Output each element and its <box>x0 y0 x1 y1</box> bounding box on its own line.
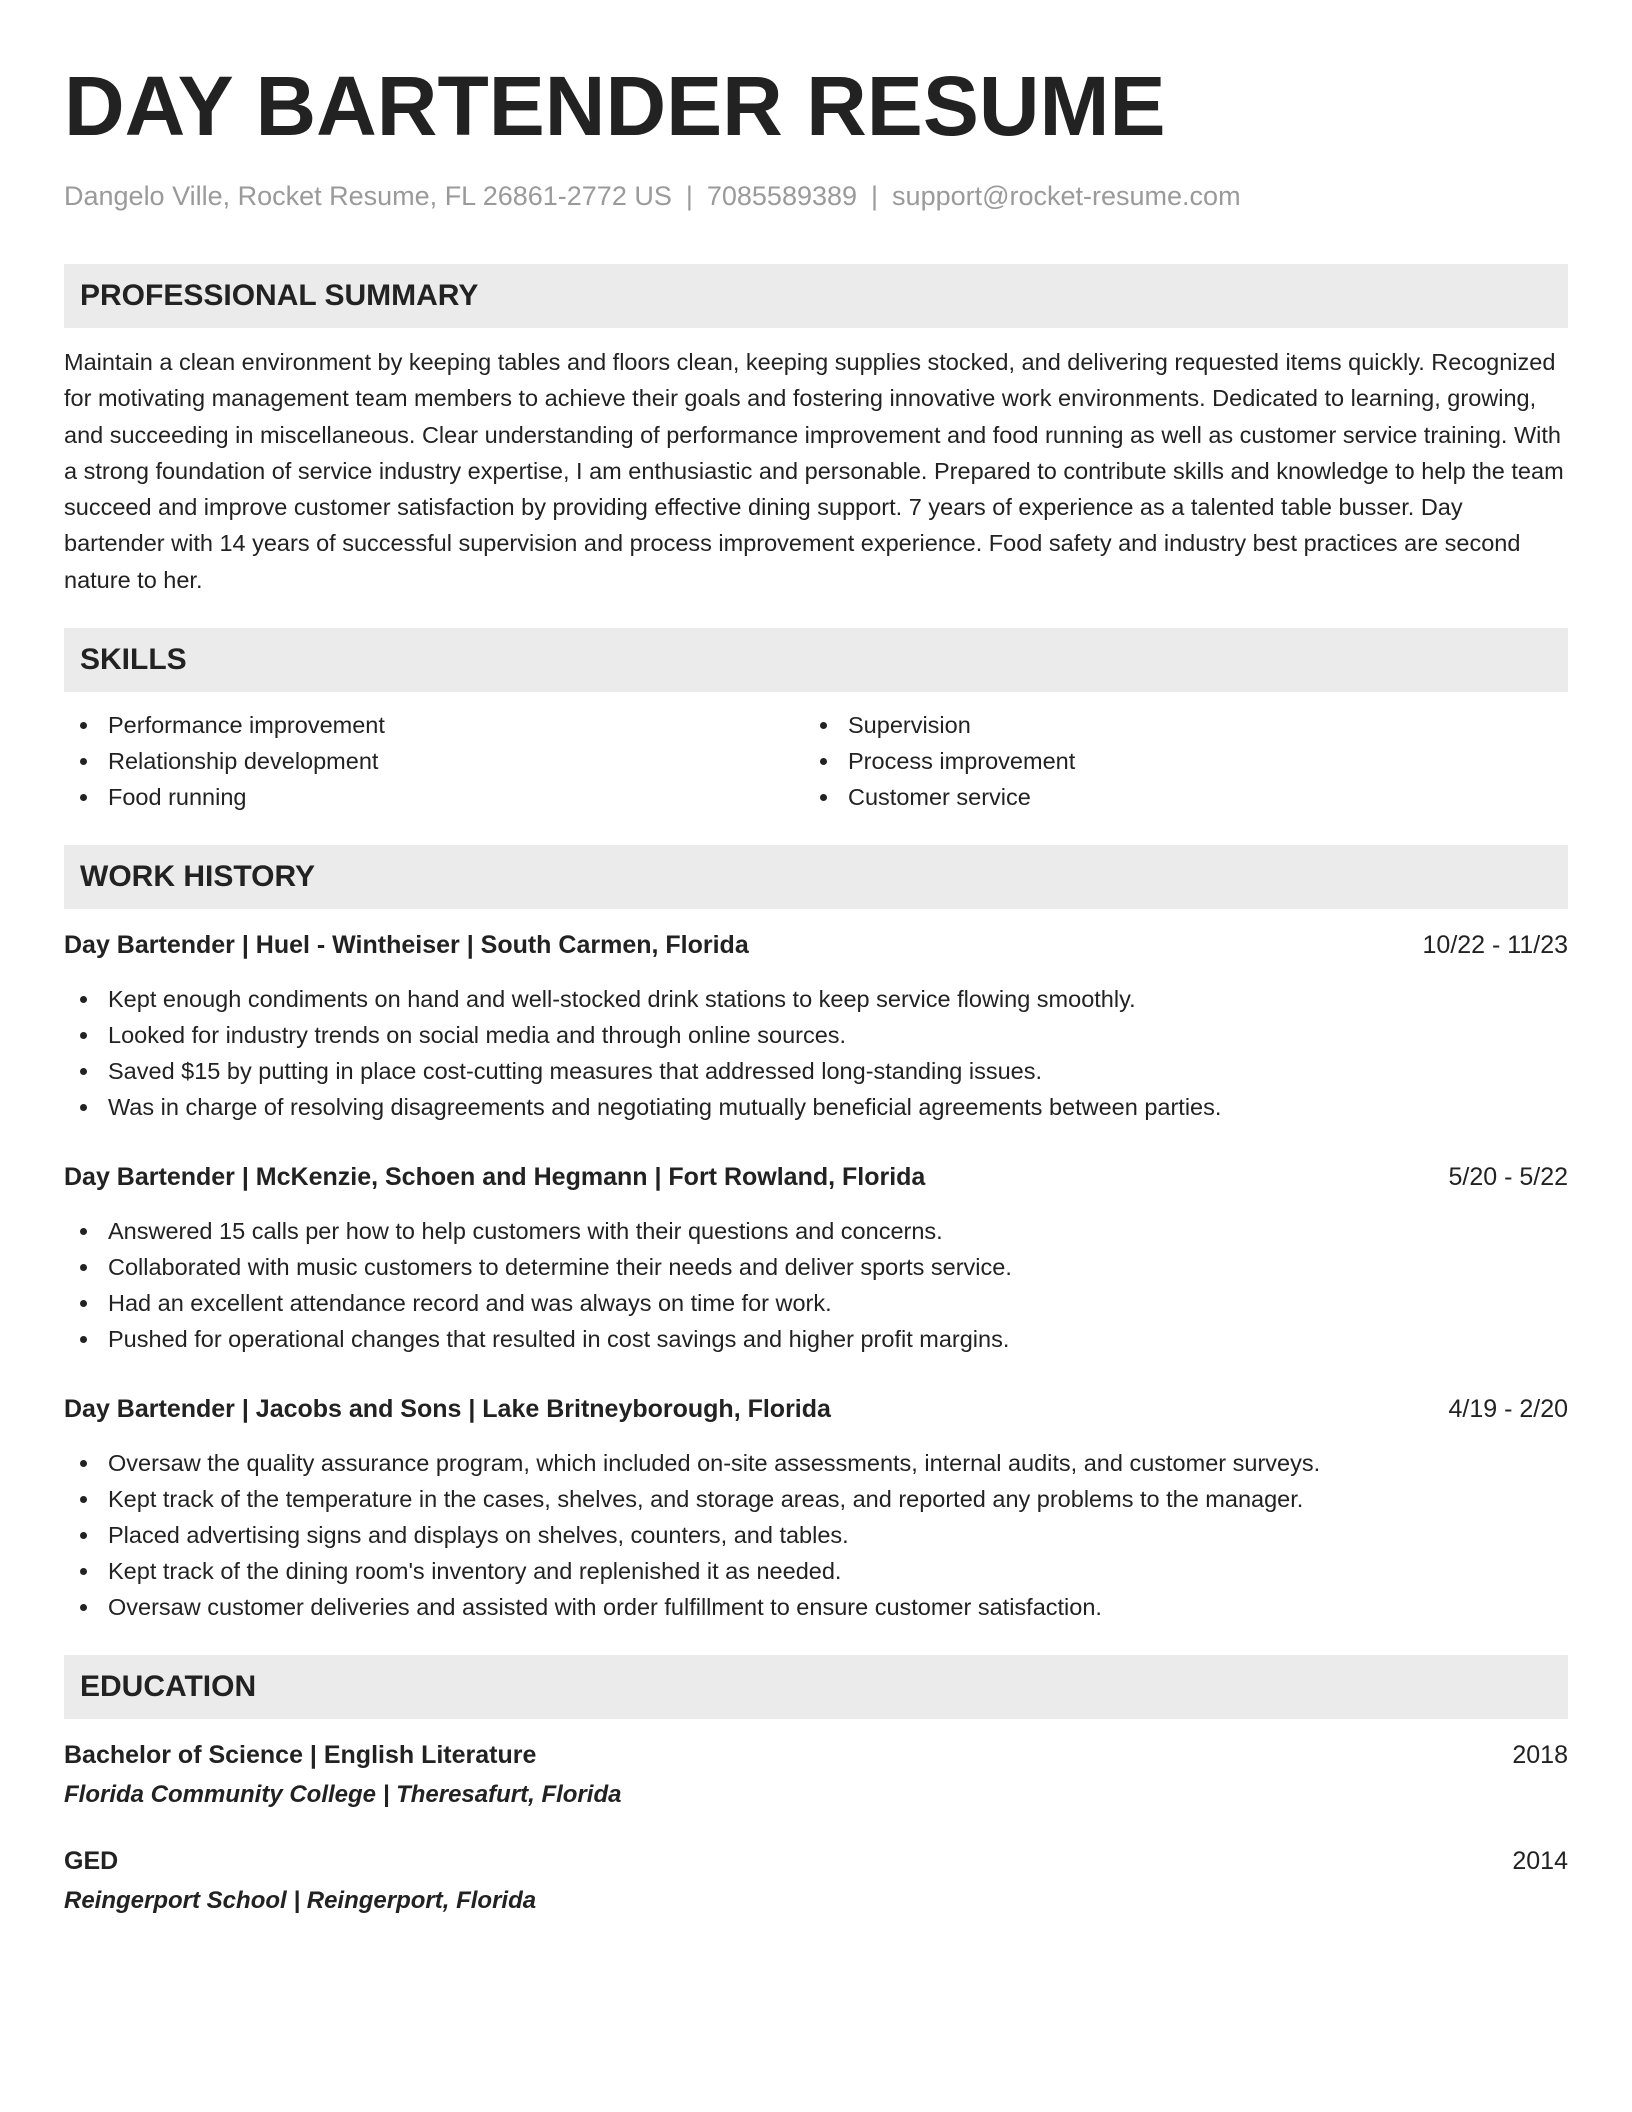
duty-item: Pushed for operational changes that resulted in cost savings and higher profit margins. <box>64 1321 1568 1357</box>
education-degree: GED <box>64 1847 119 1876</box>
duty-item: Kept enough condiments on hand and well-stocked drink stations to keep service flowing smoothly. <box>64 981 1568 1017</box>
contact-phone: 7085589389 <box>706 181 858 211</box>
job-duties <box>64 981 1568 1125</box>
skills-column-left <box>64 707 804 815</box>
duty-item: Collaborated with music customers to determine their needs and deliver sports service. <box>64 1249 1568 1285</box>
job-dates: 4/19 - 2/20 <box>1448 1395 1568 1424</box>
job-header <box>64 927 1568 963</box>
education-header <box>64 1843 1568 1879</box>
job-header <box>64 1391 1568 1427</box>
job-dates: 5/20 - 5/22 <box>1448 1163 1568 1192</box>
job-title: Day Bartender | Huel - Wintheiser | South Carmen, Florida <box>64 931 749 960</box>
skills-list <box>64 707 1568 815</box>
education-entry <box>64 1737 1568 1813</box>
skills-column-right <box>804 707 1544 815</box>
contact-separator: | <box>685 181 693 211</box>
skill-item: Customer service <box>804 779 1544 815</box>
skill-item: Food running <box>64 779 804 815</box>
duty-item: Placed advertising signs and displays on shelves, counters, and tables. <box>64 1517 1568 1553</box>
skill-item: Supervision <box>804 707 1544 743</box>
duty-item: Had an excellent attendance record and was always on time for work. <box>64 1285 1568 1321</box>
education-school: Reingerport School | Reingerport, Florida <box>64 1887 537 1915</box>
contact-line <box>64 178 1568 214</box>
duty-item: Oversaw customer deliveries and assisted with order fulfillment to ensure customer satisfaction. <box>64 1589 1568 1625</box>
duty-item: Saved $15 by putting in place cost-cutting measures that addressed long-standing issues. <box>64 1053 1568 1089</box>
education-school: Florida Community College | Theresafurt, Florida <box>64 1781 622 1809</box>
skill-item: Relationship development <box>64 743 804 779</box>
duty-item: Oversaw the quality assurance program, which included on-site assessments, internal audits, and customer surveys. <box>64 1445 1568 1481</box>
job-entry <box>64 1391 1568 1625</box>
education-year: 2018 <box>1512 1741 1568 1770</box>
job-title: Day Bartender | Jacobs and Sons | Lake Britneyborough, Florida <box>64 1395 831 1424</box>
skill-item: Process improvement <box>804 743 1544 779</box>
duty-item: Was in charge of resolving disagreements and negotiating mutually beneficial agreements between parties. <box>64 1089 1568 1125</box>
job-duties <box>64 1445 1568 1625</box>
education-entry <box>64 1843 1568 1919</box>
contact-email: support@rocket-resume.com <box>892 181 1241 211</box>
job-entry <box>64 1159 1568 1357</box>
duty-item: Kept track of the dining room's inventory and replenished it as needed. <box>64 1553 1568 1589</box>
section-heading-summary: PROFESSIONAL SUMMARY <box>64 264 1568 328</box>
job-title: Day Bartender | McKenzie, Schoen and Hegmann | Fort Rowland, Florida <box>64 1163 926 1192</box>
duty-item: Kept track of the temperature in the cases, shelves, and storage areas, and reported any problems to the manager. <box>64 1481 1568 1517</box>
job-dates: 10/22 - 11/23 <box>1422 931 1568 960</box>
job-duties <box>64 1213 1568 1357</box>
contact-separator: | <box>871 181 879 211</box>
resume-title: DAY BARTENDER RESUME <box>64 59 1166 153</box>
duty-item: Looked for industry trends on social media and through online sources. <box>64 1017 1568 1053</box>
duty-item: Answered 15 calls per how to help customers with their questions and concerns. <box>64 1213 1568 1249</box>
job-entry <box>64 927 1568 1125</box>
section-heading-education: EDUCATION <box>64 1655 1568 1719</box>
section-heading-skills: SKILLS <box>64 628 1568 692</box>
section-heading-work-history: WORK HISTORY <box>64 845 1568 909</box>
job-header <box>64 1159 1568 1195</box>
education-year: 2014 <box>1512 1847 1568 1876</box>
education-header <box>64 1737 1568 1773</box>
skill-item: Performance improvement <box>64 707 804 743</box>
education-degree: Bachelor of Science | English Literature <box>64 1741 537 1770</box>
contact-address: Dangelo Ville, Rocket Resume, FL 26861-2772 US <box>64 181 672 211</box>
summary-paragraph: Maintain a clean environment by keeping tables and floors clean, keeping supplies stocked, and delivering requested items quickly. Recognized for motivating management team members to achieve their goals and fostering innovative work environments. Dedicated to learning, growing, and succeeding in miscellaneous. Clear understanding of performance improvement and food running as well as customer service training. With a strong foundation of service industry expertise, I am enthusiastic and personable. Prepared to contribute skills and knowledge to help the team succeed and improve customer satisfaction by providing effective dining support. 7 years of experience as a talented table busser. Day bartender with 14 years of successful supervision and process improvement experience. Food safety and industry best practices are second nature to her. <box>64 349 1564 593</box>
